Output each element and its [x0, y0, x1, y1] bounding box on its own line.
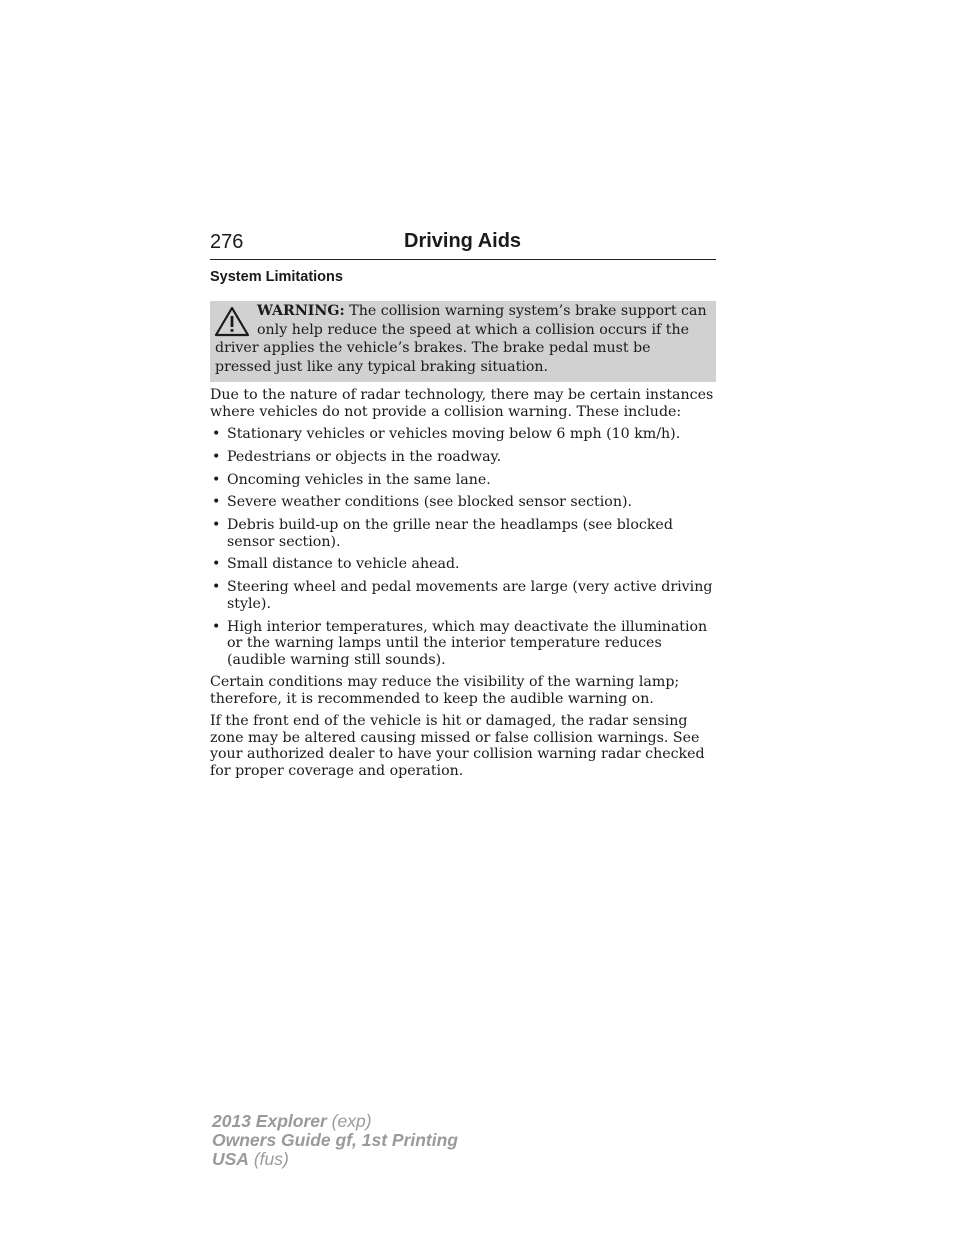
page-number: 276 [210, 231, 244, 253]
warning-label: WARNING: [257, 303, 345, 319]
chapter-title: Driving Aids [404, 230, 522, 252]
footer-line-model: 2013 Explorer (exp) [212, 1111, 372, 1131]
bullet-marker: • [212, 448, 221, 465]
visibility-paragraph: Certain conditions may reduce the visibility of the warning lamp; therefore, it is recommended to keep the audible warning on. [210, 674, 680, 707]
warning-triangle-icon [214, 306, 250, 337]
list-item: • Steering wheel and pedal movements are large (very active driving style). [212, 579, 713, 612]
footer-line-guide: Owners Guide gf, 1st Printing [212, 1130, 458, 1150]
list-item: • Debris build-up on the grille near the headlamps (see blocked sensor section). [212, 517, 673, 550]
manual-page [210, 229, 716, 779]
list-item: • Stationary vehicles or vehicles moving below 6 mph (10 km/h). [212, 426, 681, 442]
bullet-marker: • [212, 471, 221, 488]
bullet-marker: • [212, 426, 221, 442]
page-header [210, 229, 716, 260]
warning-text: The collision warning system’s brake support can only help reduce the speed at which a collision occurs if the driver applies the vehicle’s brakes. The brake pedal must be pressed just like any typical braking situation. [215, 303, 707, 375]
list-item: • High interior temperatures, which may deactivate the illumination or the warning lamps until the interior temperature reduces (audible warning still sounds). [212, 618, 708, 668]
bullet-marker: • [212, 618, 221, 635]
bullet-marker: • [212, 556, 221, 573]
limitations-list [210, 426, 716, 668]
print-footer [212, 1112, 458, 1169]
footer-line-market: USA (fus) [212, 1149, 289, 1169]
list-item: • Small distance to vehicle ahead. [212, 556, 460, 573]
list-item: • Oncoming vehicles in the same lane. [212, 471, 491, 488]
bullet-marker: • [212, 494, 221, 511]
list-item: • Severe weather conditions (see blocked sensor section). [212, 494, 633, 511]
damage-paragraph: If the front end of the vehicle is hit or damaged, the radar sensing zone may be altered causing missed or false collision warnings. See your authorized dealer to have your collision warning radar checked for proper coverage and operation. [210, 713, 705, 779]
intro-paragraph: Due to the nature of radar technology, there may be certain instances where vehicles do not provide a collision warning. These include: [210, 387, 714, 420]
bullet-marker: • [212, 579, 221, 596]
list-item: • Pedestrians or objects in the roadway. [212, 448, 502, 465]
bullet-marker: • [212, 517, 221, 534]
section-title: System Limitations [210, 269, 343, 285]
warning-box [210, 301, 716, 382]
